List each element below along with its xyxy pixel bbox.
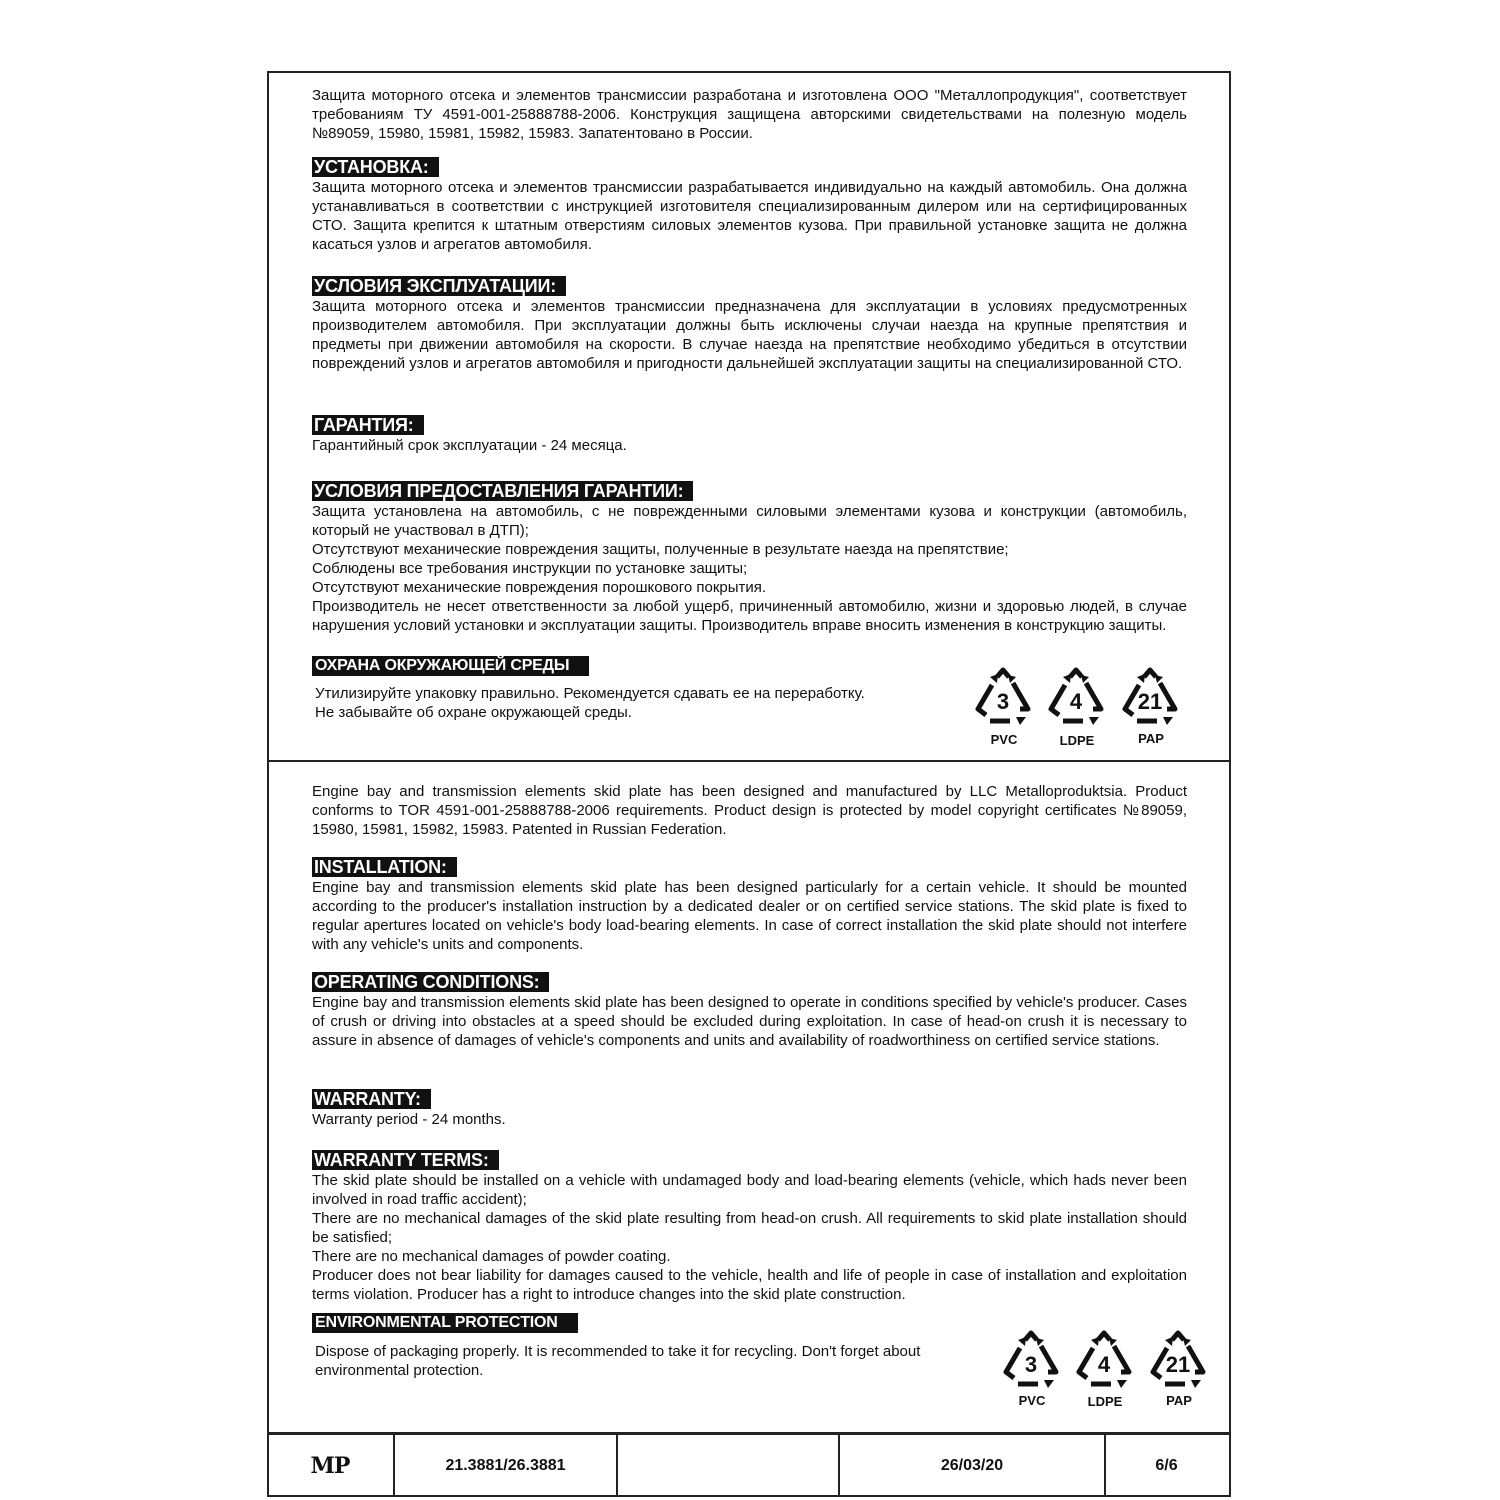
ru-operating-section bbox=[312, 276, 1187, 373]
recycle-code: 3 bbox=[1024, 1352, 1038, 1377]
ru-env-line: Утилизируйте упаковку правильно. Рекомендуется сдавать ее на переработку. bbox=[315, 685, 865, 702]
en-operating-text: Engine bay and transmission elements skid plate has been designed to operate in conditions specified by vehicle's producer. Cases of crush or driving into obstacles at a speed should be excluded during exploitation. In case of head-on crush it is necessary to assure in absence of damages of vehicle's components and units and availability of roadworthiness on certified service stations. bbox=[312, 994, 1187, 1049]
recycle-label: LDPE bbox=[1059, 733, 1095, 748]
ru-install-section bbox=[312, 157, 1187, 254]
footer-blank-cell bbox=[618, 1435, 840, 1497]
ru-terms-item: Производитель не несет ответственности за любой ущерб, причиненный автомобилю, жизни и здоровью людей, в случае нарушения условий установки и эксплуатации защиты. Производитель вправе вносить изменения в конструкцию защиты. bbox=[312, 598, 1187, 634]
en-warranty-text: Warranty period - 24 months. bbox=[312, 1111, 506, 1128]
en-install-section bbox=[312, 857, 1187, 954]
footer-logo-cell bbox=[267, 1435, 395, 1497]
recycle-icon bbox=[1071, 1328, 1137, 1394]
recycle-symbol-pvc bbox=[998, 1328, 1064, 1394]
en-terms-item: The skid plate should be installed on a vehicle with undamaged body and load-bearing elements (vehicle, which hads never been involved in road traffic accident); bbox=[312, 1172, 1187, 1208]
en-env-text: Dispose of packaging properly. It is recommended to take it for recycling. Don't forget about environmental protection. bbox=[315, 1343, 921, 1379]
en-terms-item: Producer does not bear liability for damages caused to the vehicle, health and life of people in case of installation and exploitation terms violation. Producer has a right to introduce changes into the skid plate construction. bbox=[312, 1267, 1187, 1303]
recycle-symbol-ldpe bbox=[1071, 1328, 1137, 1394]
en-terms-item: There are no mechanical damages of the skid plate resulting from head-on crush. All requirements to skid plate installation should be satisfied; bbox=[312, 1210, 1187, 1246]
ru-warranty-section bbox=[312, 415, 1187, 455]
ru-intro: Защита моторного отсека и элементов трансмиссии разработана и изготовлена ООО "Металлопродукция", соответствует требованиям ТУ 4591-001-25888788-2006. Конструкция защищена авторскими свидетельствами на полезную модель №89059, 15980, 15981, 15982, 15983. Запатентовано в России. bbox=[312, 87, 1187, 142]
recycle-label: PAP bbox=[1138, 731, 1164, 746]
ru-install-text: Защита моторного отсека и элементов трансмиссии разрабатывается индивидуально на каждый автомобиль. Она должна устанавливаться в соответствии с инструкцией изготовителя специализированным дилером или на сертифицированных СТО. Защита крепится к штатным отверстиям силовых элементов кузова. При правильной установке защита не должна касаться узлов и агрегатов автомобиля. bbox=[312, 179, 1187, 253]
en-terms-heading: WARRANTY TERMS: bbox=[312, 1150, 499, 1170]
recycle-symbol-ldpe bbox=[1043, 665, 1109, 731]
en-terms-section bbox=[312, 1150, 1187, 1304]
recycle-icon bbox=[970, 665, 1036, 731]
en-operating-heading: OPERATING CONDITIONS: bbox=[312, 972, 549, 992]
recycle-symbol-pap bbox=[1117, 665, 1183, 731]
recycle-label: LDPE bbox=[1087, 1394, 1123, 1409]
ru-terms-item: Отсутствуют механические повреждения порошкового покрытия. bbox=[312, 579, 767, 596]
en-terms-item: There are no mechanical damages of powder coating. bbox=[312, 1248, 671, 1265]
recycle-code: 3 bbox=[996, 689, 1010, 714]
ru-install-heading: УСТАНОВКА: bbox=[312, 157, 439, 177]
ru-operating-heading: УСЛОВИЯ ЭКСПЛУАТАЦИИ: bbox=[312, 276, 566, 296]
ru-env-text bbox=[315, 684, 955, 722]
recycle-label: PVC bbox=[990, 732, 1018, 747]
recycle-label: PAP bbox=[1166, 1393, 1192, 1408]
en-warranty-heading: WARRANTY: bbox=[312, 1089, 431, 1109]
ru-terms-item: Соблюдены все требования инструкции по установке защиты; bbox=[312, 560, 748, 577]
recycle-code: 21 bbox=[1165, 1352, 1191, 1377]
en-warranty-section bbox=[312, 1089, 1187, 1129]
section-divider bbox=[267, 760, 1231, 762]
recycle-icon bbox=[998, 1328, 1064, 1394]
footer-page-cell bbox=[1106, 1435, 1227, 1497]
footer-code-cell bbox=[395, 1435, 618, 1497]
logo: MP bbox=[310, 1453, 350, 1479]
recycle-icon bbox=[1145, 1328, 1211, 1394]
footer-date-cell bbox=[840, 1435, 1106, 1497]
recycle-icon bbox=[1043, 665, 1109, 731]
en-intro: Engine bay and transmission elements skid plate has been designed and manufactured by LLC Metalloproduktsia. Product conforms to TOR 4591-001-25888788-2006 requirements. Product design is protected by model copyright certificates №89059, 15980, 15981, 15982, 15983. Patented in Russian Federation. bbox=[312, 783, 1187, 838]
recycle-code: 21 bbox=[1137, 689, 1163, 714]
document-code: 21.3881/26.3881 bbox=[445, 1457, 566, 1474]
document-date: 26/03/20 bbox=[940, 1457, 1004, 1474]
recycle-icon bbox=[1117, 665, 1183, 731]
ru-terms-section bbox=[312, 481, 1187, 635]
ru-warranty-heading: ГАРАНТИЯ: bbox=[312, 415, 424, 435]
ru-terms-heading: УСЛОВИЯ ПРЕДОСТАВЛЕНИЯ ГАРАНТИИ: bbox=[312, 481, 693, 501]
recycle-symbol-pvc bbox=[970, 665, 1036, 731]
ru-terms-item: Отсутствуют механические повреждения защиты, полученные в результате наезда на препятствие; bbox=[312, 541, 1009, 558]
en-operating-section bbox=[312, 972, 1187, 1050]
recycle-code: 4 bbox=[1097, 1352, 1111, 1377]
en-install-heading: INSTALLATION: bbox=[312, 857, 457, 877]
recycle-label: PVC bbox=[1018, 1393, 1046, 1408]
ru-terms-item: Защита установлена на автомобиль, с не поврежденными силовыми элементами кузова и конструкции (автомобиль, который не участвовал в ДТП); bbox=[312, 503, 1187, 539]
ru-warranty-text: Гарантийный срок эксплуатации - 24 месяца. bbox=[312, 437, 627, 454]
ru-env-heading: ОХРАНА ОКРУЖАЮЩЕЙ СРЕДЫ bbox=[312, 656, 589, 676]
recycle-symbol-pap bbox=[1145, 1328, 1211, 1394]
en-env-heading: ENVIRONMENTAL PROTECTION bbox=[312, 1313, 578, 1333]
footer-title-block bbox=[267, 1432, 1231, 1497]
recycle-code: 4 bbox=[1069, 689, 1083, 714]
ru-env-line: Не забывайте об охране окружающей среды. bbox=[315, 704, 632, 721]
page-number: 6/6 bbox=[1155, 1457, 1178, 1474]
ru-operating-text: Защита моторного отсека и элементов трансмиссии предназначена для эксплуатации в условиях предусмотренных производителем автомобиля. При эксплуатации должны быть исключены случаи наезда на крупные препятствия и предметы при движении автомобиля на скорости. В случае наезда на препятствие необходимо убедиться в отсутствии повреждений узлов и агрегатов автомобиля и пригодности дальнейшей эксплуатации защиты на специализированной СТО. bbox=[312, 298, 1187, 372]
en-install-text: Engine bay and transmission elements skid plate has been designed particularly for a certain vehicle. It should be mounted according to the producer's installation instruction by a dedicated dealer or on certified service stations. The skid plate is fixed to regular apertures located on vehicle's body load-bearing elements. In case of correct installation the skid plate should not interfere with any vehicle's units and components. bbox=[312, 879, 1187, 953]
